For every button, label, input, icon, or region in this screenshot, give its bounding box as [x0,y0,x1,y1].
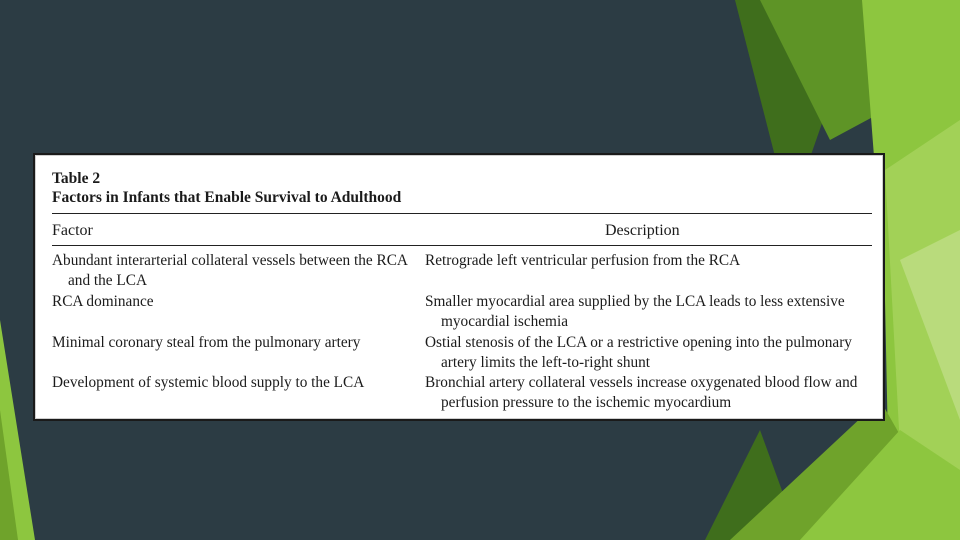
table-cell-description: Retrograde left ventricular perfusion from the RCA [425,252,741,269]
table-cell-description: Ostial stenosis of the LCA or a restrictive opening into the pulmonary artery limits the left-to-right shunt [425,334,852,371]
header-factor: Factor [52,222,93,239]
table-figure [33,153,885,421]
table-cell-description: Smaller myocardial area supplied by the LCA leads to less extensive myocardial ischemia [425,293,845,330]
table-cell-factor: Development of systemic blood supply to the LCA [52,374,365,391]
header-description: Description [605,222,680,239]
table-cell-description: Bronchial artery collateral vessels increase oxygenated blood flow and perfusion pressure to the ischemic myocardium [425,374,858,411]
table-title: Factors in Infants that Enable Survival to Adulthood [52,189,402,206]
table-cell-factor: RCA dominance [52,293,154,310]
table-header-rule [52,245,872,246]
table-cell-factor: Minimal coronary steal from the pulmonary artery [52,334,361,351]
table-cell-factor: Abundant interarterial collateral vessels between the RCA and the LCA [52,252,408,289]
table-top-rule [52,213,872,214]
table-caption [52,169,872,207]
table-number: Table 2 [52,170,101,187]
